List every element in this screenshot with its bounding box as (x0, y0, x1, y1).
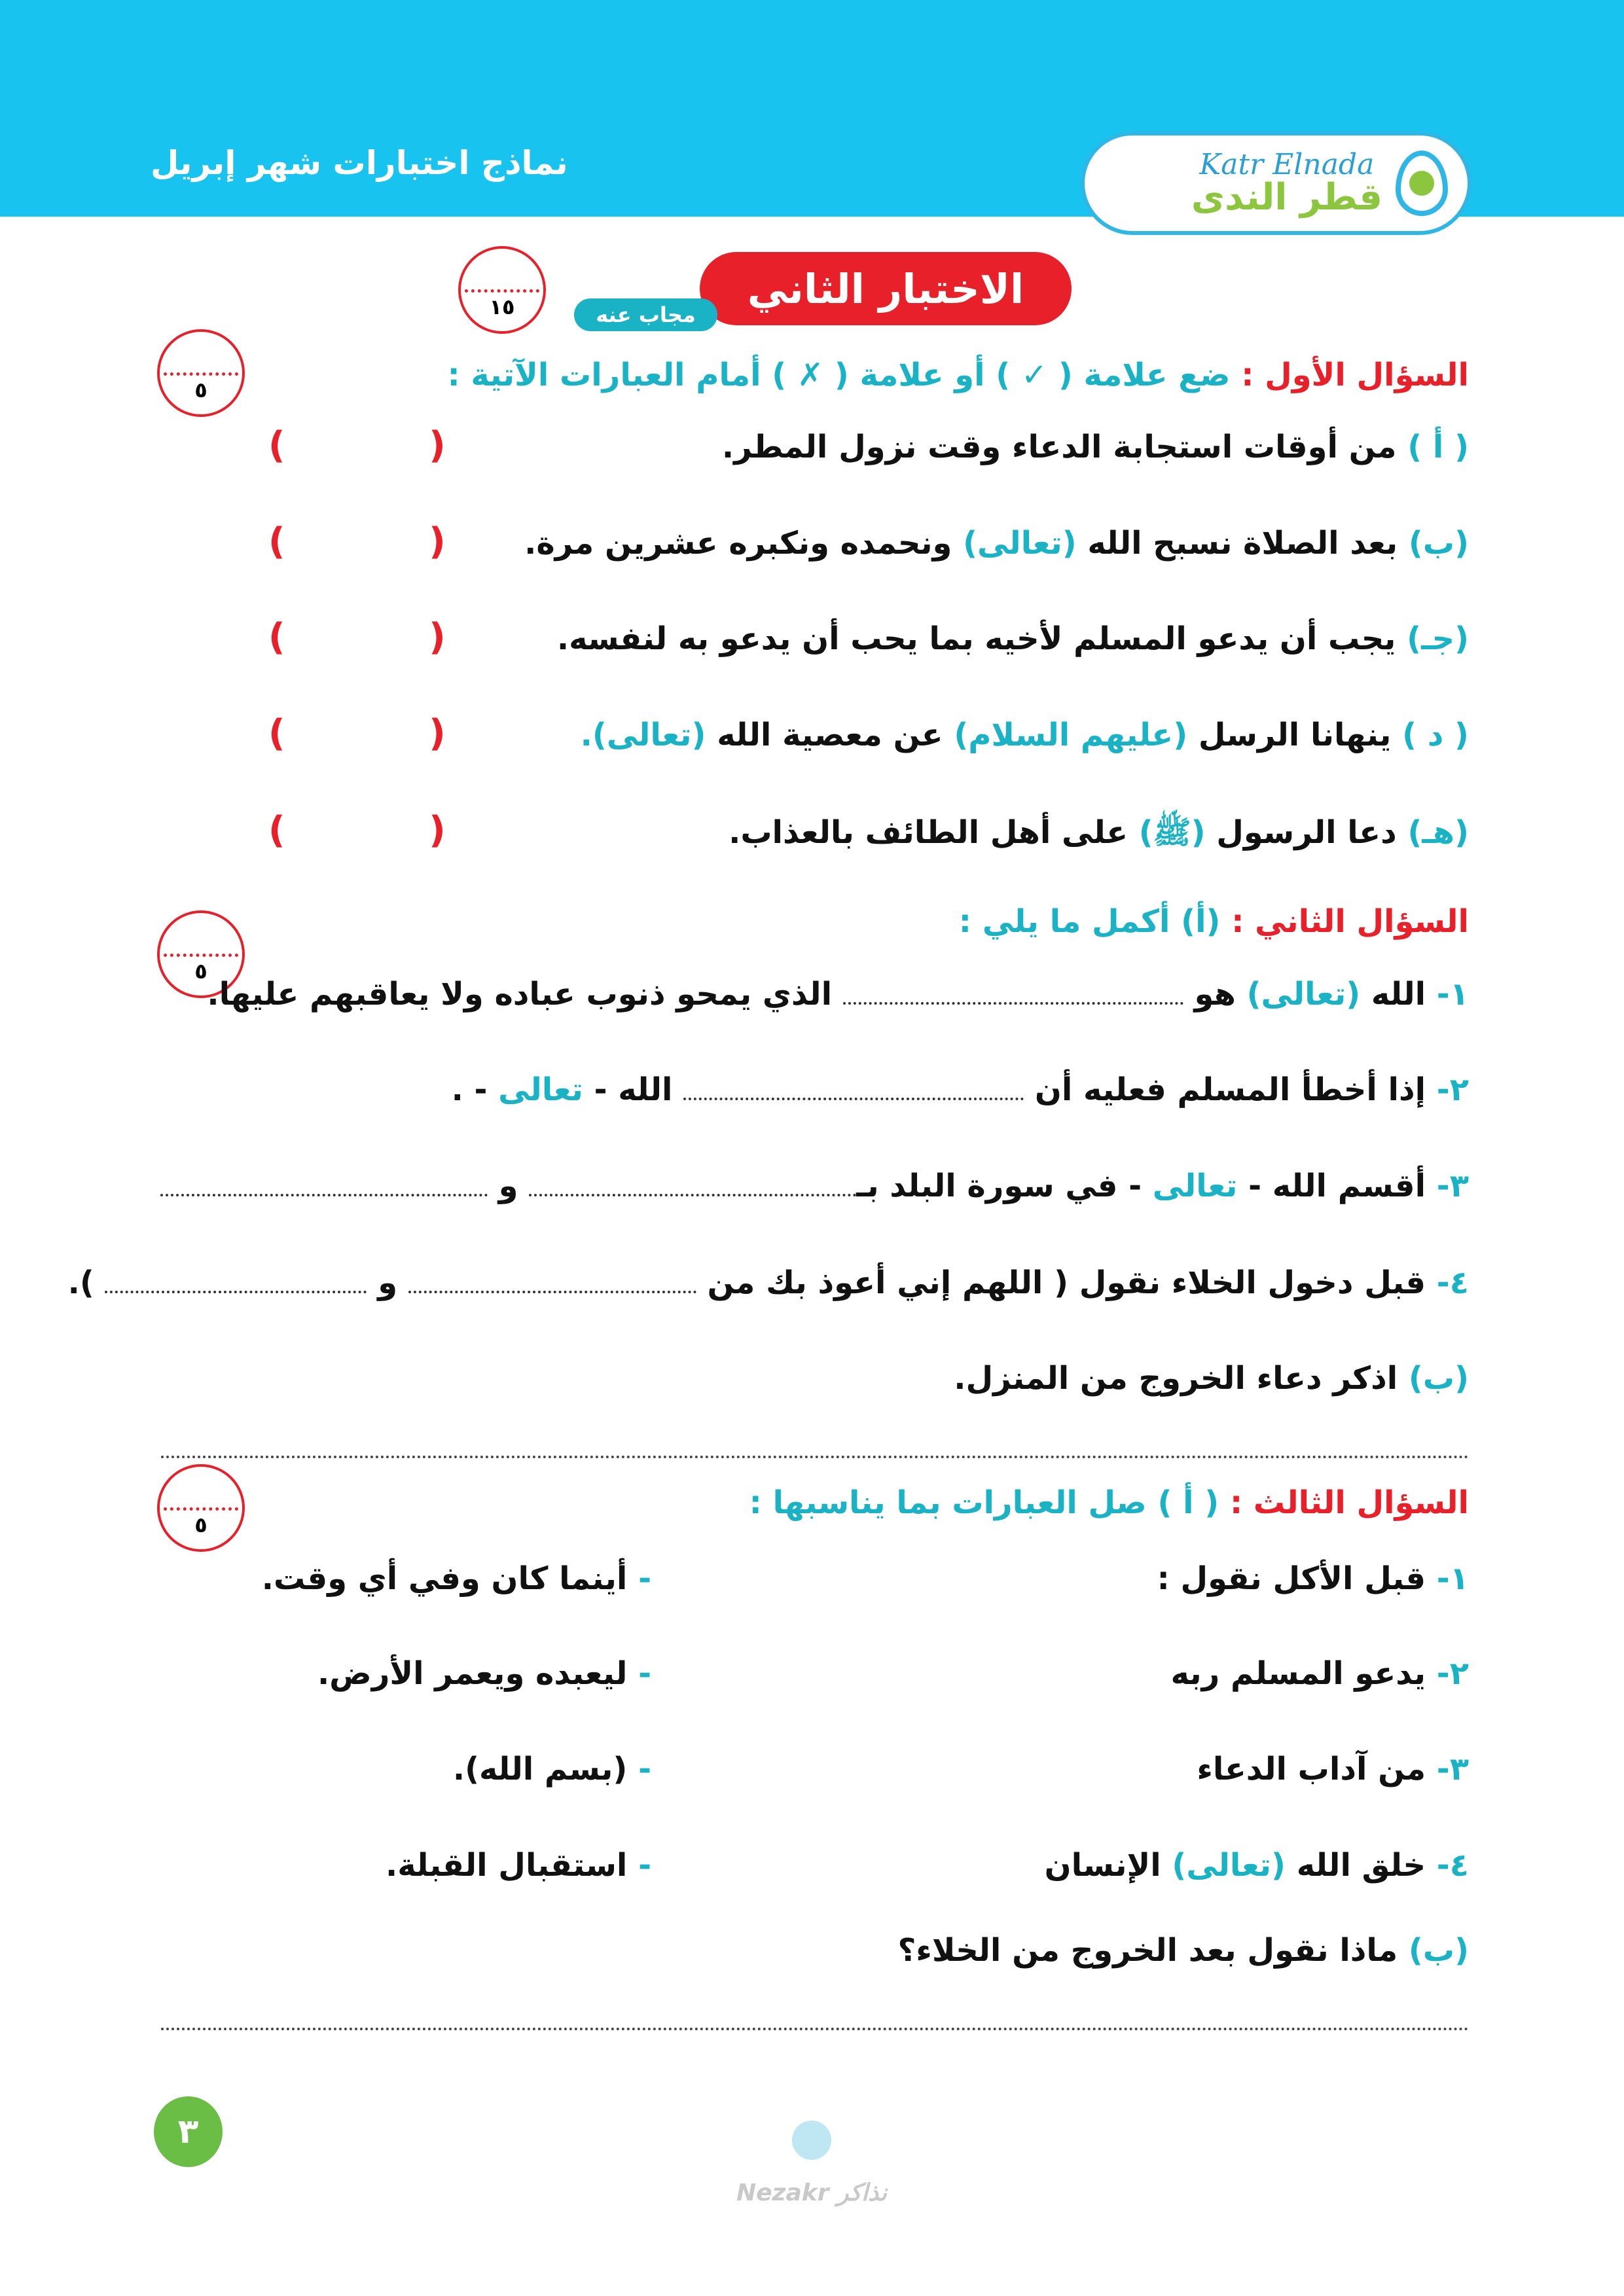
match-left-item[interactable] (1197, 1751, 1469, 1787)
item-text: الذي يمحو ذنوب عباده ولا يعاقبهم عليها. (207, 976, 833, 1013)
q1-item (729, 814, 1469, 859)
item-text: أينما كان وفي أي وقت. (261, 1560, 628, 1597)
q1-item (722, 429, 1469, 465)
item-text: ليعبده ويعمر الأرض. (317, 1655, 628, 1692)
q3-instruction: ( أ ) صل العبارات بما يناسبها : (749, 1484, 1219, 1521)
q3-score-circle (157, 1464, 245, 1552)
answer-box[interactable]: ( ) (268, 712, 511, 755)
q1-item (581, 717, 1469, 753)
q1-score: ٥ (194, 378, 208, 403)
item-text: ). (67, 1265, 94, 1301)
dash-marker: - (627, 1847, 651, 1884)
q2-heading (959, 903, 1469, 940)
q1-instruction: ضع علامة ( ✓ ) أو علامة ( ✗ ) أمام العبارات الآتية : (447, 357, 1231, 393)
footer-brand-text: Nezakr نذاكر (736, 2179, 887, 2206)
graduate-icon (792, 2121, 831, 2160)
footer-brand-logo (720, 2114, 903, 2219)
q3-score: ٥ (194, 1513, 208, 1537)
item-number: ١- (1436, 976, 1469, 1013)
answer-box[interactable]: ( ) (268, 616, 511, 658)
item-text: عن معصية الله (706, 717, 954, 753)
q1-heading (447, 357, 1469, 393)
dash-marker: - (627, 1655, 651, 1692)
item-number: ٣- (1436, 1751, 1469, 1787)
q1-score-circle (157, 329, 245, 417)
match-left-item[interactable] (1045, 1847, 1469, 1884)
blank-field[interactable] (160, 1190, 488, 1196)
q1-item (524, 525, 1469, 562)
item-marker: (ب) (1408, 1360, 1469, 1397)
match-left-item[interactable] (1157, 1560, 1469, 1597)
answer-line[interactable] (161, 1456, 1469, 1458)
item-number: ٣- (1436, 1168, 1469, 1204)
item-marker: ( د ) (1402, 717, 1469, 753)
item-text: من آداب الدعاء (1197, 1751, 1426, 1787)
answer-box[interactable]: ( ) (268, 520, 511, 563)
blank-field[interactable] (408, 1287, 696, 1293)
item-text: و (498, 1168, 518, 1204)
item-text: ماذا نقول بعد الخروج من الخلاء؟ (897, 1932, 1398, 1969)
item-highlight: (عليهم السلام) (954, 717, 1188, 753)
item-marker: (جـ) (1407, 620, 1469, 657)
item-text: دعا الرسول (1205, 814, 1397, 851)
dash-marker: - (627, 1560, 651, 1597)
item-highlight: (تعالى) (963, 525, 1077, 562)
item-text: يدعو المسلم ربه (1170, 1655, 1426, 1692)
item-text: ونحمده ونكبره عشرين مرة. (524, 525, 964, 562)
item-text: قبل دخول الخلاء نقول ( اللهم إني أعوذ بك من (707, 1265, 1426, 1301)
match-right-item[interactable] (340, 1751, 651, 1787)
q2-item (452, 1071, 1469, 1108)
item-highlight: (تعالى) (1246, 976, 1361, 1013)
item-text: خلق الله (1286, 1847, 1426, 1884)
q2-item (68, 1265, 1469, 1301)
item-highlight: (ﷺ) (1138, 814, 1206, 851)
item-text: - في سورة البلد بـ (856, 1168, 1153, 1204)
item-text: يجب أن يدعو المسلم لأخيه بما يحب أن يدعو به لنفسه. (556, 620, 1396, 657)
item-highlight: (تعالى). (580, 717, 706, 753)
item-text: (بسم الله). (452, 1751, 628, 1787)
blank-field[interactable] (683, 1094, 1024, 1100)
blank-field[interactable] (105, 1287, 367, 1293)
q2-item (207, 976, 1469, 1013)
total-score: ١٥ (489, 295, 515, 319)
item-text: - . (451, 1071, 499, 1108)
item-text: إذا أخطأ المسلم فعليه أن (1034, 1071, 1426, 1108)
q2-part-b (954, 1360, 1469, 1397)
item-text: على أهل الطائف بالعذاب. (729, 814, 1139, 851)
item-text: و (378, 1265, 398, 1301)
item-number: ١- (1436, 1560, 1469, 1597)
item-marker: ( أ ) (1407, 429, 1469, 465)
item-highlight: تعالى (498, 1071, 583, 1108)
item-highlight: (تعالى) (1172, 1847, 1286, 1884)
q3-label: السؤال الثالث : (1229, 1484, 1469, 1521)
total-score-circle (458, 246, 546, 334)
item-number: ٤- (1436, 1265, 1469, 1301)
item-number: ٢- (1436, 1071, 1469, 1108)
q3-part-b (897, 1932, 1469, 1969)
match-left-item[interactable] (1171, 1655, 1470, 1692)
answered-badge: مجاب عنه (574, 298, 717, 331)
blank-field[interactable] (843, 998, 1183, 1005)
item-text: من أوقات استجابة الدعاء وقت نزول المطر. (721, 429, 1397, 465)
item-marker: (هـ) (1407, 814, 1469, 851)
blank-field[interactable] (529, 1190, 856, 1196)
item-text: اذكر دعاء الخروج من المنزل. (954, 1360, 1398, 1397)
item-number: ٤- (1436, 1847, 1469, 1884)
item-text: أقسم الله - (1237, 1168, 1426, 1204)
match-right-item[interactable] (340, 1847, 651, 1884)
answer-box[interactable]: ( ) (268, 424, 511, 467)
water-drop-icon (1396, 151, 1448, 216)
item-text: الله - (583, 1071, 673, 1108)
exam-title: الاختبار الثاني (700, 252, 1072, 325)
item-text: ينهانا الرسل (1187, 717, 1392, 753)
match-right-item[interactable] (261, 1560, 651, 1597)
item-text: بعد الصلاة نسبح الله (1076, 525, 1398, 562)
item-text: قبل الأكل نقول : (1157, 1560, 1426, 1597)
item-text: هو (1194, 976, 1247, 1013)
q2-instruction: (أ) أكمل ما يلي : (958, 903, 1221, 940)
page-number: ٣ (154, 2096, 223, 2167)
series-title: نماذج اختبارات شهر إبريل (151, 144, 568, 182)
match-right-item[interactable] (317, 1655, 651, 1692)
q1-item (557, 620, 1469, 657)
item-marker: (ب) (1408, 1932, 1469, 1969)
item-text: الإنسان (1044, 1847, 1172, 1884)
logo-text-en: Katr Elnada (1199, 148, 1375, 181)
q1-label: السؤال الأول : (1241, 357, 1469, 393)
q2-label: السؤال الثاني : (1231, 903, 1469, 940)
item-marker: (ب) (1408, 525, 1469, 562)
brand-logo (1081, 132, 1471, 235)
dash-marker: - (627, 1751, 651, 1787)
item-text: استقبال القبلة. (386, 1847, 628, 1884)
item-highlight: تعالى (1152, 1168, 1238, 1204)
item-number: ٢- (1436, 1655, 1469, 1692)
logo-text-ar: قطر الندى (1191, 176, 1382, 219)
answer-line[interactable] (161, 2028, 1469, 2030)
q2-score: ٥ (194, 959, 208, 984)
item-text: الله (1360, 976, 1426, 1013)
q3-heading (749, 1484, 1469, 1521)
q2-item (160, 1168, 1469, 1204)
answer-box[interactable]: ( ) (268, 809, 511, 852)
